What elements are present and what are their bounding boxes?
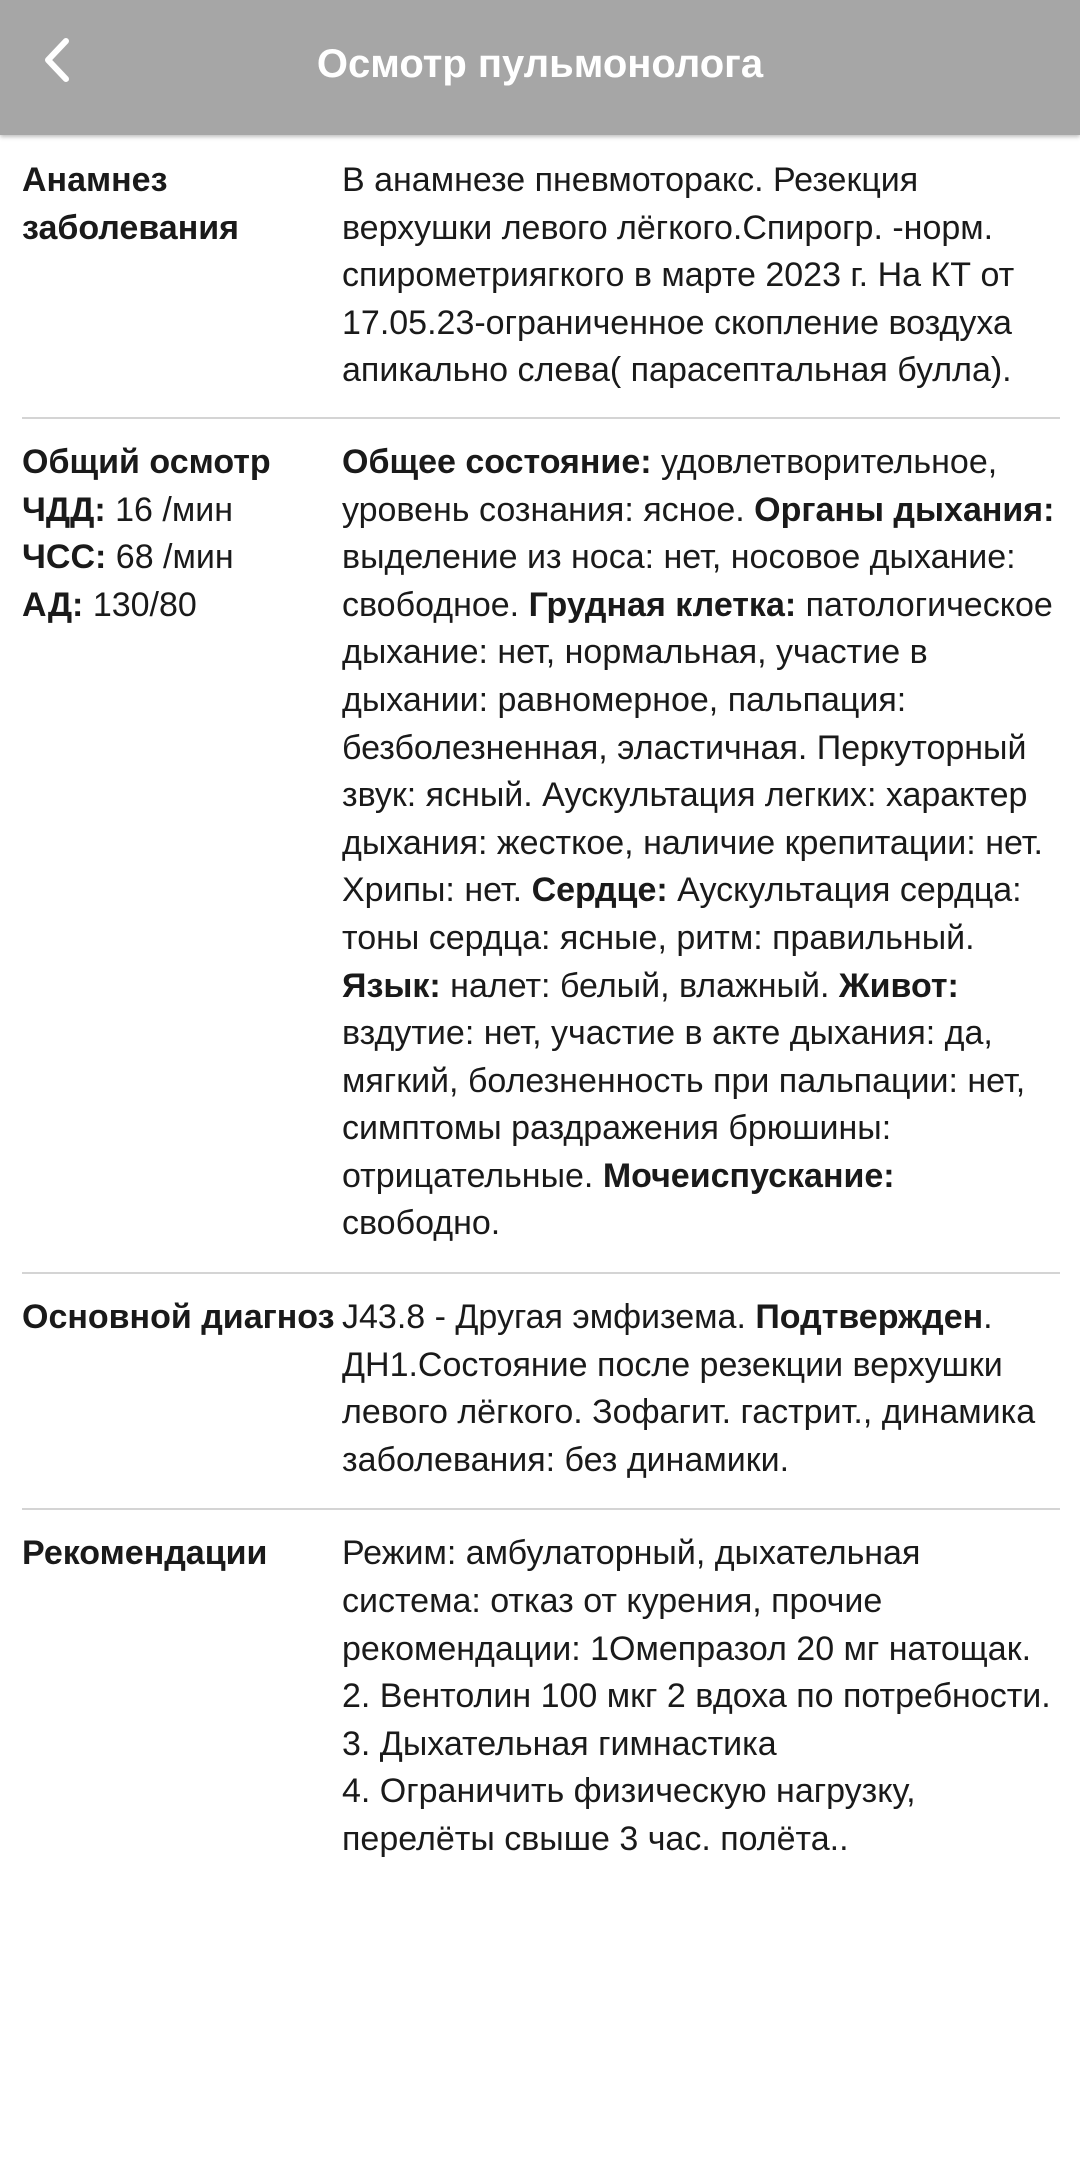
vital-bp [22, 582, 342, 630]
page-title: Осмотр пульмонолога [316, 42, 764, 86]
recommendation-line: 4. Ограничить физическую нагрузку, перелёты свыше 3 час. полёта.. [342, 1772, 916, 1858]
diagnosis-text-block [342, 1294, 1060, 1484]
diagnosis-text: ДН1.Состояние после резекции верхушки левого лёгкого. Зофагит. гастрит., динамика заболевания: без динамики. [342, 1345, 1036, 1479]
exam-segment-text: свободно. [342, 1204, 501, 1243]
vital-rr-label: ЧДД: [22, 490, 106, 529]
recommendation-line: 2. Вентолин 100 мкг 2 вдоха по потребности. [342, 1677, 1051, 1716]
recommendations-section [22, 1510, 1060, 1863]
diagnosis-status: Подтвержден [755, 1298, 984, 1337]
recommendation-line: Режим: амбулаторный, дыхательная система: отказ от курения, прочие рекомендации: 1Омепразол 20 мг натощак. [342, 1534, 1032, 1668]
general-exam-label-block [22, 439, 342, 1248]
recommendation-line: 3. Дыхательная гимнастика [342, 1724, 777, 1763]
exam-segment-label: Язык: [342, 966, 441, 1005]
exam-segment-label: Общее состояние: [342, 442, 652, 481]
vital-hr-value: 68 /мин [115, 538, 234, 577]
exam-segment-label: Мочеиспускание: [602, 1156, 895, 1195]
general-exam-section [22, 419, 1060, 1274]
vital-rr [22, 487, 342, 535]
exam-segment-label: Органы дыхания: [754, 490, 1055, 529]
diagnosis-status-suffix: . [983, 1298, 993, 1337]
recommendations-label: Рекомендации [22, 1534, 268, 1573]
exam-segment-label: Живот: [838, 966, 959, 1005]
vital-hr [22, 534, 342, 582]
app-bar [0, 0, 1080, 135]
exam-segment-text: вздутие: нет, участие в акте дыхания: да, мягкий, болезненность при пальпации: нет, симптомы раздражения брюшины: отрицательные. [342, 1014, 1026, 1195]
vital-hr-label: ЧСС: [22, 538, 107, 577]
vital-bp-label: АД: [22, 585, 84, 624]
exam-content [22, 135, 1060, 1864]
exam-segment-text: выделение из носа: нет, носовое дыхание: свободное. [342, 538, 1016, 624]
diagnosis-code: J43.8 - Другая эмфизема. [342, 1298, 746, 1337]
vital-rr-value: 16 /мин [115, 490, 233, 529]
general-exam-text [342, 439, 1060, 1248]
exam-segment-text: патологическое дыхание: нет, нормальная, участие в дыхании: равномерное, пальпация: безболезненная, эластичная. Перкуторный звук: ясный. Аускультация легких: характер дыхания: жесткое, наличие крепитации: нет. Хрипы: нет. [342, 585, 1053, 910]
anamnesis-section [22, 135, 1060, 419]
diagnosis-label: Основной диагноз [22, 1298, 335, 1337]
recommendations-text [342, 1530, 1060, 1863]
exam-segment-text: налет: белый, влажный. [450, 966, 830, 1005]
exam-segment-text: Аускультация сердца: тоны сердца: ясные, ритм: правильный. [342, 871, 1022, 957]
general-exam-label: Общий осмотр [22, 442, 271, 481]
exam-segment-label: Грудная клетка: [528, 585, 797, 624]
diagnosis-section [22, 1274, 1060, 1510]
anamnesis-label: Анамнез заболевания [22, 161, 239, 247]
exam-segment-text: удовлетворительное, уровень сознания: ясное. [342, 442, 998, 529]
anamnesis-text: В анамнезе пневмоторакс. Резекция верхушки левого лёгкого.Спирогр. -норм. спирометриягкого в марте 2023 г. На КТ от 17.05.23-ограниченное скопление воздуха апикально слева( парасептальная булла). [342, 161, 1015, 390]
exam-segment-label: Сердце: [531, 871, 668, 910]
vital-bp-value: 130/80 [92, 585, 197, 624]
